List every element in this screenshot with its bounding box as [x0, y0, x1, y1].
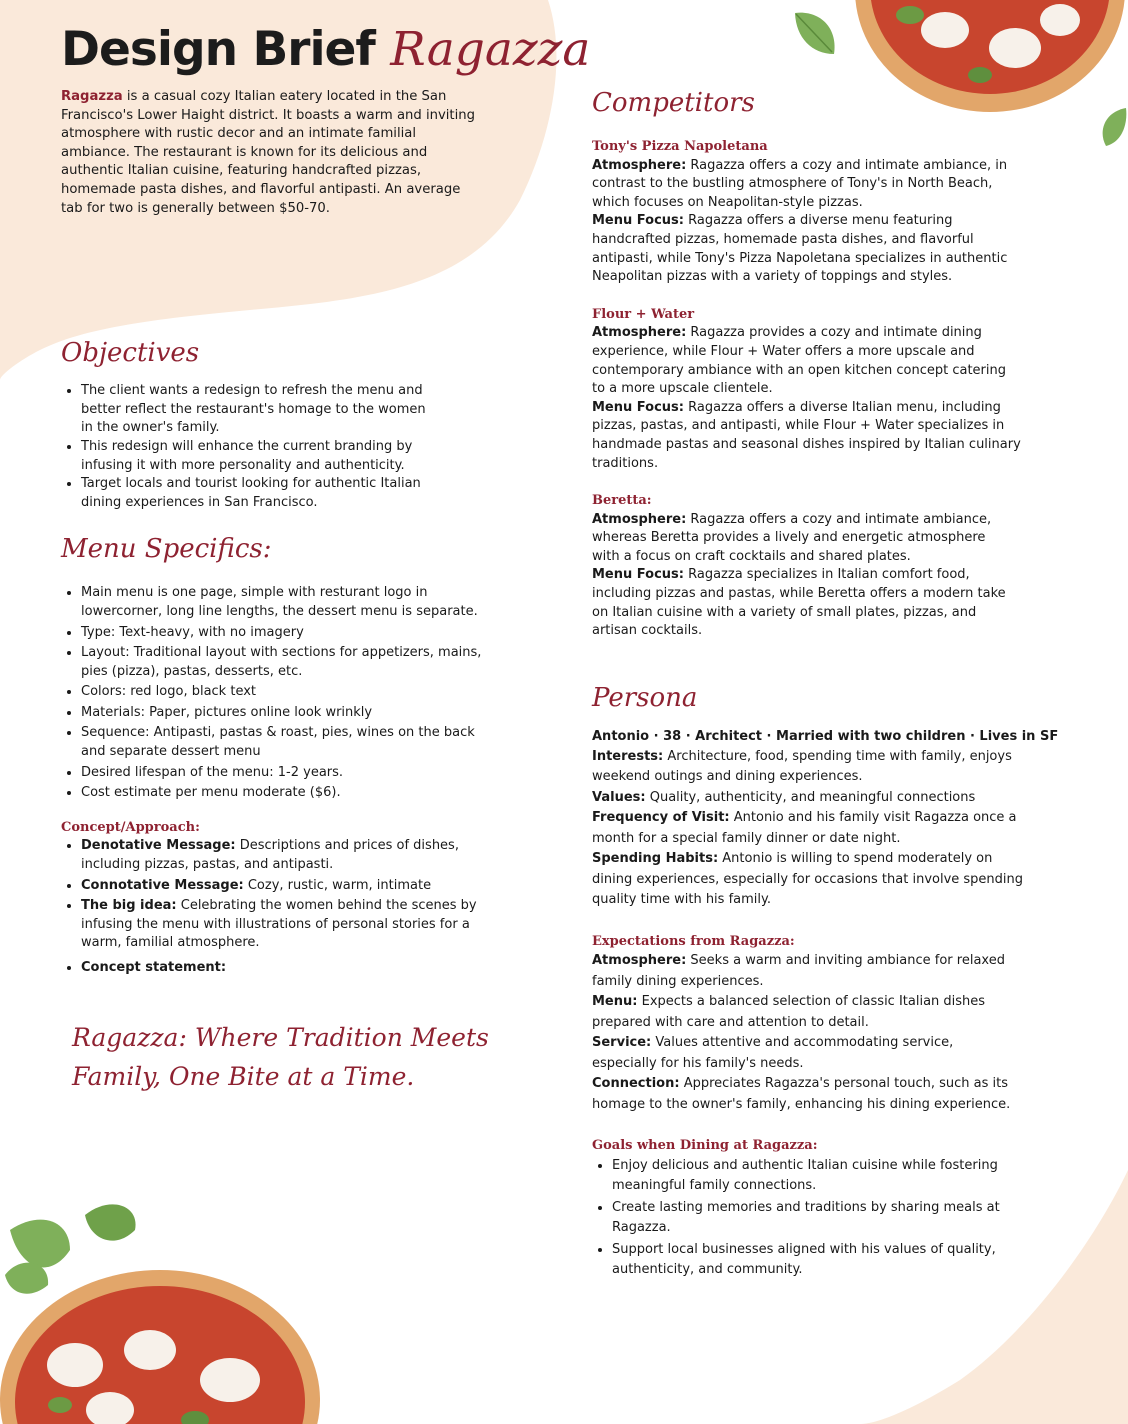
goals-list [592, 1156, 1012, 1280]
expectation-label: Atmosphere: [592, 953, 687, 969]
competitor-name: Tony's Pizza Napoletana [592, 139, 768, 154]
expectation-item [592, 951, 1022, 992]
concept-heading: Concept/Approach: [61, 819, 200, 835]
concept-label: The big idea: [81, 898, 177, 914]
list-item: • Support local businesses aligned with his values of quality, authenticity, and community. [612, 1240, 1012, 1280]
goals-heading: Goals when Dining at Ragazza: [592, 1138, 818, 1154]
title-main: Design Brief [61, 22, 375, 77]
intro-paragraph [61, 88, 481, 218]
list-item: • Cost estimate per menu moderate ($6). [81, 784, 486, 803]
pizza-illustration-bottom [0, 1190, 340, 1424]
detail-text: Antonio is willing to spend moderately on dining experiences, especially for occasions that involve spending quality time with his family. [592, 851, 1024, 908]
atmosphere-label: Atmosphere: [592, 157, 687, 173]
right-column [592, 86, 1059, 1282]
expectation-item [592, 1033, 1022, 1074]
list-item [81, 837, 486, 874]
list-item: • Type: Text-heavy, with no imagery [81, 624, 486, 643]
objectives-heading: Objectives [61, 338, 200, 369]
detail-label: Frequency of Visit: [592, 810, 730, 826]
objectives-list [61, 382, 431, 512]
competitor-entry [592, 492, 1012, 641]
menu-focus-text: Ragazza offers a diverse menu featuring handcrafted pizzas, homemade pasta dishes, and flavorful antipasti, while Tony's Pizza Napoletana specializes in authentic Neapolitan pizzas with a variety of toppings and styles. [592, 213, 1008, 285]
concept-statement-label: Concept statement: [81, 960, 227, 975]
persona-profile [592, 727, 1059, 911]
atmosphere-text: Ragazza offers a cozy and intimate ambiance, in contrast to the bustling atmosphere of Tony's in North Beach, which focuses on Neapolitan-style pizzas. [592, 157, 1008, 210]
atmosphere-label: Atmosphere: [592, 511, 687, 527]
competitors-heading: Competitors [592, 88, 755, 118]
persona-detail [592, 747, 1032, 788]
menu-focus-text: Ragazza specializes in Italian comfort food, including pizzas and pastas, while Beretta offers a modern take on Italian cuisine with a variety of small plates, pizzas, and artisan cocktails. [592, 567, 1006, 639]
menu-focus-label: Menu Focus: [592, 399, 684, 415]
menu-focus-text: Ragazza offers a diverse Italian menu, including pizzas, pastas, and antipasti, while Flour + Water specializes in handmade pastas and seasonal dishes inspired by Italian culinary traditions. [592, 399, 1021, 471]
atmosphere-text: Ragazza offers a cozy and intimate ambiance, whereas Beretta provides a lively and energetic atmosphere with a focus on craft cocktails and shared plates. [592, 511, 992, 564]
competitor-atmosphere [592, 511, 1012, 567]
menu-focus-label: Menu Focus: [592, 567, 684, 583]
persona-detail [592, 808, 1032, 849]
expectation-label: Menu: [592, 994, 638, 1010]
expectation-label: Service: [592, 1035, 652, 1051]
competitor-menu-focus [592, 212, 1012, 286]
competitor-name: Beretta: [592, 493, 652, 509]
persona-expectations [592, 933, 1022, 1116]
concept-quote: Ragazza: Where Tradition Meets Family, One Bite at a Time. [72, 1022, 489, 1091]
persona-heading: Persona [592, 682, 698, 713]
expectation-item [592, 1074, 1022, 1115]
competitor-menu-focus [592, 566, 1012, 640]
atmosphere-text: Ragazza provides a cozy and intimate dining experience, while Flour + Water offers a more upscale and contemporary ambiance with an open kitchen concept catering to a more upscale clientele. [592, 325, 1007, 397]
list-item: • Desired lifespan of the menu: 1-2 years. [81, 764, 486, 783]
list-item [81, 877, 486, 896]
list-item: • Main menu is one page, simple with resturant logo in lowercorner, long line lengths, the dessert menu is separate. [81, 584, 486, 621]
intro-restaurant-name: Ragazza [61, 89, 123, 104]
intro-text: is a casual cozy Italian eatery located in the San Francisco's Lower Haight district. It boasts a warm and inviting atmosphere with rustic decor and an intimate familial ambiance. The restaurant is known for its delicious and authentic Italian cuisine, featuring handcrafted pizzas, homemade pasta dishes, and flavorful antipasti. An average tab for two is generally between $50-70. [61, 89, 475, 216]
concept-text: Celebrating the women behind the scenes by infusing the menu with illustrations of personal stories for a warm, familial atmosphere. [81, 898, 477, 951]
expectation-text: Expects a balanced selection of classic Italian dishes prepared with care and attention to detail. [592, 994, 986, 1030]
expectation-item [592, 992, 1022, 1033]
detail-text: Antonio and his family visit Ragazza once a month for a special family dinner or date night. [592, 810, 1017, 846]
concept-list [61, 837, 486, 977]
list-item: • Sequence: Antipasti, pastas & roast, pies, wines on the back and separate dessert menu [81, 724, 486, 761]
menu-specifics-heading: Menu Specifics: [61, 534, 272, 565]
list-item: • This redesign will enhance the current branding by infusing it with more personality and authenticity. [81, 438, 431, 475]
competitor-entry [592, 306, 1022, 473]
detail-text: Architecture, food, spending time with family, enjoys weekend outings and dining experiences. [592, 748, 1012, 785]
competitor-menu-focus [592, 399, 1022, 473]
expectation-text: Seeks a warm and inviting ambiance for relaxed family dining experiences. [592, 953, 1005, 989]
persona-goals [592, 1137, 1012, 1280]
list-item [81, 959, 486, 978]
menu-specifics-list [61, 584, 486, 803]
expectation-text: Appreciates Ragazza's personal touch, such as its homage to the owner's family, enhancing his dining experience. [592, 1076, 1011, 1112]
competitor-entry [592, 138, 1012, 287]
detail-label: Interests: [592, 748, 664, 764]
detail-text: Quality, authenticity, and meaningful connections [645, 789, 976, 805]
list-item: • Target locals and tourist looking for authentic Italian dining experiences in San Francisco. [81, 475, 431, 512]
concept-label: Connotative Message: [81, 877, 244, 893]
list-item: • Layout: Traditional layout with sections for appetizers, mains, pies (pizza), pastas, desserts, etc. [81, 644, 486, 681]
persona-summary: Antonio · 38 · Architect · Married with two children · Lives in SF [592, 728, 1059, 744]
detail-label: Values: [592, 789, 646, 805]
expectation-label: Connection: [592, 1076, 680, 1092]
list-item [81, 897, 486, 953]
concept-text: Cozy, rustic, warm, intimate [243, 877, 432, 893]
concept-text: Descriptions and prices of dishes, including pizzas, pastas, and antipasti. [81, 838, 459, 873]
expectation-text: Values attentive and accommodating service, especially for his family's needs. [592, 1035, 954, 1071]
competitor-name: Flour + Water [592, 306, 695, 322]
persona-detail [592, 788, 1032, 809]
expectations-heading: Expectations from Ragazza: [592, 933, 795, 949]
list-item: • Colors: red logo, black text [81, 683, 486, 702]
basil-leaf-icon [790, 8, 840, 60]
page-title [61, 20, 591, 80]
list-item: • Materials: Paper, pictures online look wrinkly [81, 704, 486, 723]
competitor-atmosphere [592, 324, 1022, 398]
title-accent: Ragazza [390, 22, 591, 77]
atmosphere-label: Atmosphere: [592, 325, 687, 341]
competitor-atmosphere [592, 157, 1012, 213]
left-column [61, 20, 591, 1096]
basil-leaf-icon [1096, 104, 1128, 148]
list-item: • Enjoy delicious and authentic Italian cuisine while fostering meaningful family connections. [612, 1156, 1012, 1196]
list-item: • The client wants a redesign to refresh the menu and better reflect the restaurant's homage to the women in the owner's family. [81, 382, 431, 438]
concept-label: Denotative Message: [81, 838, 236, 854]
detail-label: Spending Habits: [592, 851, 719, 867]
list-item: • Create lasting memories and traditions by sharing meals at Ragazza. [612, 1198, 1012, 1238]
menu-focus-label: Menu Focus: [592, 213, 684, 229]
persona-detail [592, 849, 1032, 911]
